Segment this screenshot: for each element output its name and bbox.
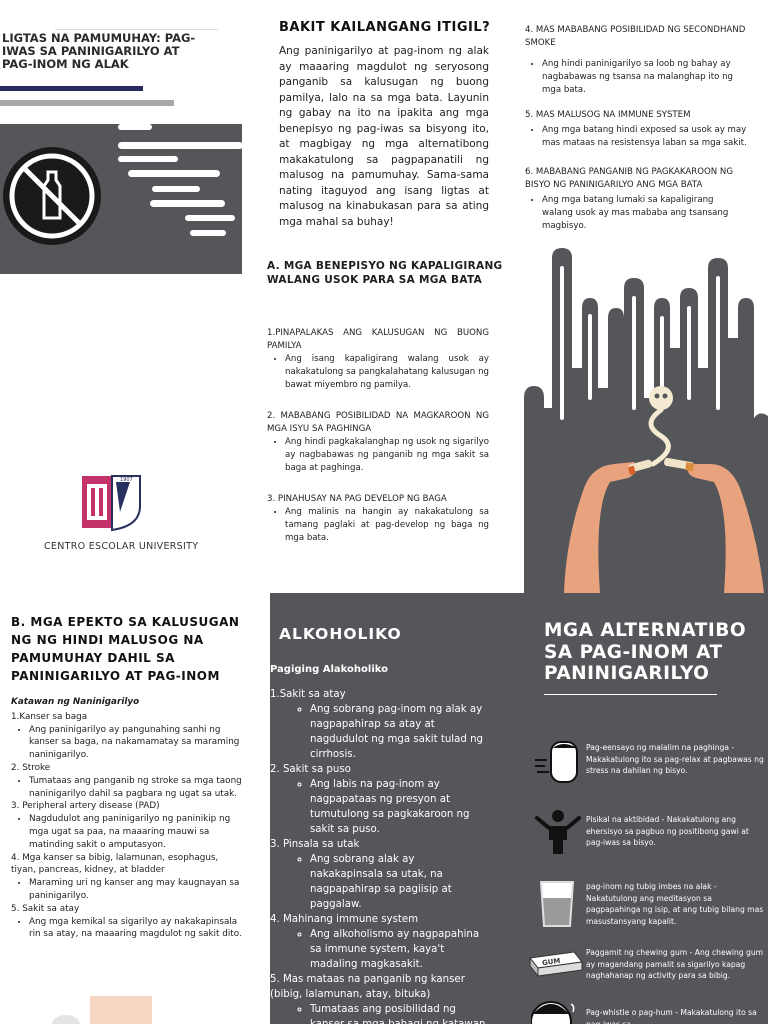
top-rule xyxy=(55,29,218,30)
water-glass-icon xyxy=(538,878,576,930)
gum-label: GUM xyxy=(541,957,561,968)
list-item: 2. MABABANG POSIBILIDAD NA MAGKAROON NG MGA ISYU SA PAGHINGA • Ang hindi pagkakalanghap ng usok ng sigarilyo ay nagbabawas ng panganib ng mga sakit sa baga at paghinga. xyxy=(267,410,489,475)
health-effects-heading: B. MGA EPEKTO SA KALUSUGAN NG NG HINDI MALUSOG NA PAMUMUHAY DAHIL SA PANINIGARILYO AT PAG-INOM xyxy=(11,615,240,683)
list-item: 3. PINAHUSAY NA PAG DEVELOP NG BAGA • Ang malinis na hangin ay nakakatulong sa tamang paglaki at pag-develop ng baga ng mga bata. xyxy=(267,493,489,545)
exercise-person-icon xyxy=(533,808,583,856)
grey-accent-bar xyxy=(0,100,174,106)
list-item: 1.Kanser sa baga • Ang paninigarilyo ay pangunahing sanhi ng kanser sa baga, na nakamamatay sa maraming naninigarilyo. xyxy=(11,711,243,762)
list-item: 2. Stroke • Tumataas ang panganib ng stroke sa mga taong naninigarilyo dahil sa pagbara ng ugat sa utak. xyxy=(11,762,243,800)
university-logo xyxy=(80,474,142,532)
health-effects-list xyxy=(11,696,243,941)
benefits-list xyxy=(267,327,489,545)
navy-accent-bar xyxy=(0,86,143,91)
alcoholic-heading: ALKOHOLIKO xyxy=(279,625,402,643)
list-item: 1.PINAPALAKAS ANG KALUSUGAN NG BUONG PAMILYA • Ang isang kapaligirang walang usok ay nakakatulong sa pangkalahatang kalusugan ng bawat miyembro ng pamilya. xyxy=(267,327,489,392)
list-item: 4. Mahinang immune system ◦ Ang alkoholismo ay nagpapahina sa immune system, kaya't madaling magkasakit. xyxy=(270,912,490,972)
list-item: 5. Mas mataas na panganib ng kanser (bibig, lalamunan, atay, bituka) ◦ Tumataas ang posibilidad ng kanser sa mga bahagi ng katawan xyxy=(270,972,490,1032)
brochure-title: LIGTAS NA PAMUMUHAY: PAG-IWAS SA PANINIGARILYO AT PAG-INOM NG ALAK xyxy=(2,31,196,71)
list-item: 5. MAS MALUSOG NA IMMUNE SYSTEM • Ang mga batang hindi exposed sa usok ay may mas mataas na resistensya laban sa mga sakit. xyxy=(525,109,747,150)
smoker-body-subheading: Katawan ng Naninigarilyo xyxy=(11,697,140,707)
whistling-person-icon xyxy=(531,998,579,1024)
alternative-exercise: Pisikal na aktibidad - Nakakatulong ang ehersisyo sa pagbuo ng positibong gawi at pag-iwas sa bisyo. xyxy=(586,815,749,847)
alternatives-heading: MGA ALTERNATIBO SA PAG-INOM AT PANINIGARILYO xyxy=(544,620,747,684)
list-item: 4. MAS MABABANG POSIBILIDAD NG SECONDHAND SMOKE • Ang hindi paninigarilyo sa loob ng bahay ay nagbabawas ng tsansa na malanghap ito ng mga bata. xyxy=(525,24,747,97)
alternative-whistle: Pag-whistle o pag-hum - Makakatulong ito sa pag-iwas sa xyxy=(586,1008,757,1029)
list-item: 2. Sakit sa puso ◦ Ang labis na pag-inom ay nagpapataas ng presyon at tumutulong sa pagkakaroon ng sakit sa puso. xyxy=(270,762,490,837)
why-stop-heading: BAKIT KAILANGANG ITIGIL? xyxy=(279,20,491,35)
smoke-skyline-illustration xyxy=(524,248,768,593)
why-stop-paragraph: Ang paninigarilyo at pag-inom ng alak ay maaaring magdulot ng seryosong panganib sa kalusugan ng buong pamilya, lalo na sa mga bata. Layunin ng gabay na ito na ipakita ang mga benepisyo ng pag-iwas sa bisyong ito, at magbigay ng mga alternatibong makakatulong sa pagpapanatili ng malusog na pamumuhay. Sama-sama nating itaguyod ang isang ligtas at malusog na kinabukasan para sa ating mga mahal sa buhay! xyxy=(279,45,489,228)
body-illustration-partial xyxy=(40,994,160,1024)
list-item: 1.Sakit sa atay ◦ Ang sobrang pag-inom ng alak ay nagpapahirap sa atay at nagdudulot ng mga sakit tulad ng cirrhosis. xyxy=(270,687,490,762)
alternative-gum: Paggamit ng chewing gum - Ang chewing gum ay magandang pamalit sa sigarilyo kapag naghahanap ng activity para sa bibig. xyxy=(586,948,764,980)
logo-year: 1907 xyxy=(120,477,133,483)
list-item: 4. Mga kanser sa bibig, lalamunan, esophagus, tiyan, pancreas, kidney, at bladder • Maraming uri ng kanser ang may kaugnayan sa paninigarilyo. xyxy=(11,852,243,903)
benefits-list-continued xyxy=(525,24,747,233)
list-item: 3. Peripheral artery disease (PAD) • Nagdudulot ang paninigarilyo ng paninikip ng mga ugat sa paa, na maaaring mauwi sa matinding sakit o amputasyon. xyxy=(11,800,243,851)
list-item: 6. MABABANG PANGANIB NG PAGKAKAROON NG BISYO NG PANINIGARILYO ANG MGA BATA • Ang mga batang lumaki sa kapaligirang walang usok ay mas mababa ang tsansang magbisyo. xyxy=(525,166,747,233)
chewing-gum-icon xyxy=(526,946,584,980)
alternative-water: pag-inom ng tubig imbes na alak - Nakatutulong ang meditasyon sa pagpapahinga ng isip, at ang tubig bilang mas masustansyang kapalit. xyxy=(586,882,764,926)
alcohol-effects-list xyxy=(270,662,490,1032)
alternative-breathing: Pag-eensayo ng malalim na paghinga - Makakatulong ito sa pag-relax at pagbawas ng stress na dahilan ng bisyo. xyxy=(586,743,764,775)
alternatives-underline xyxy=(544,694,717,695)
list-item: 3. Pinsala sa utak ◦ Ang sobrang alak ay nakakapinsala sa utak, na nagpapahirap sa pagiisip at paggalaw. xyxy=(270,837,490,912)
no-smoking-drinking-icon xyxy=(2,146,102,246)
alcoholic-subheading: Pagiging Alakoholiko xyxy=(270,664,389,675)
university-name: CENTRO ESCOLAR UNIVERSITY xyxy=(44,541,199,552)
breathing-person-icon xyxy=(533,738,581,786)
benefits-heading: A. MGA BENEPISYO NG KAPALIGIRANG WALANG USOK PARA SA MGA BATA xyxy=(267,260,503,286)
list-item: 5. Sakit sa atay • Ang mga kemikal sa sigarilyo ay nakakapinsala rin sa atay, na maaaring magdulot ng sakit dito. xyxy=(11,903,243,941)
